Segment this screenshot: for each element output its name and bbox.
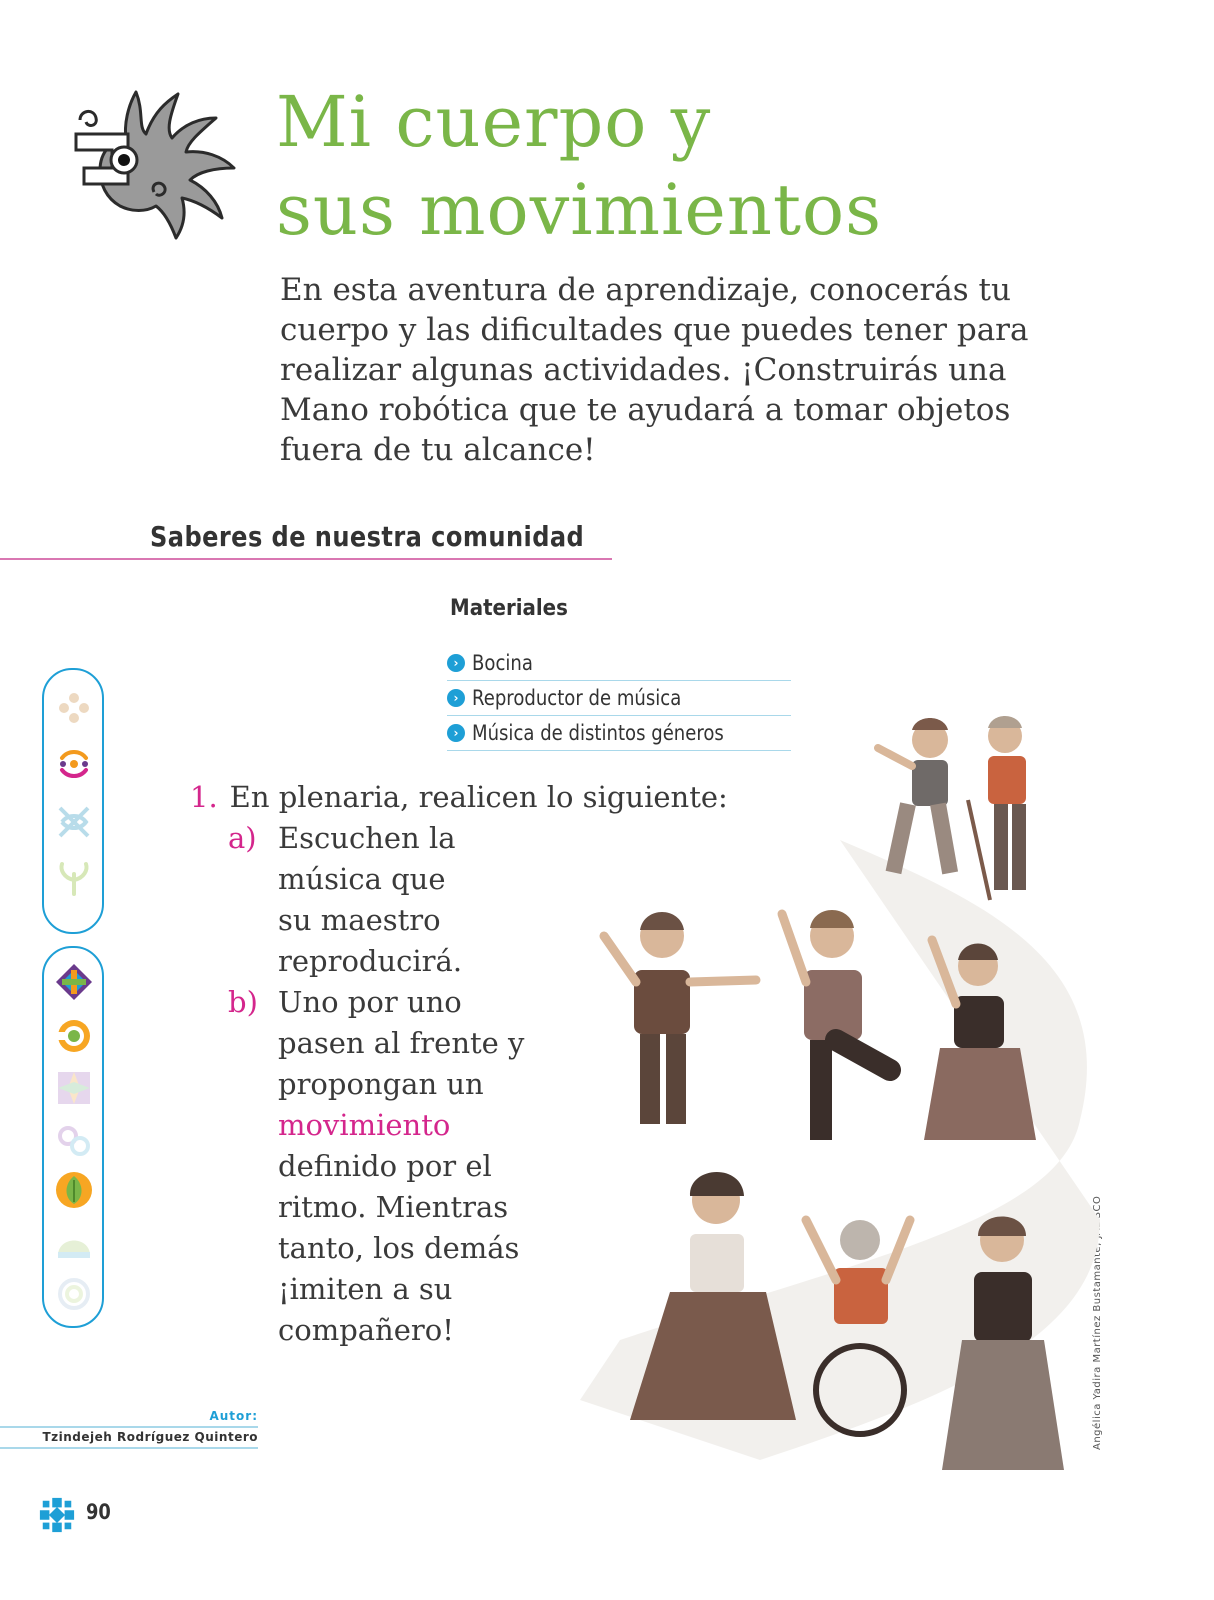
substep-letter: b) — [228, 985, 258, 1019]
glossary-term: movimiento — [278, 1108, 451, 1142]
intro-paragraph: En esta aventura de aprendizaje, conocerás tu cuerpo y las dificultades que puedes tener para realizar algunas actividades. ¡Construirás una Mano robótica que te ayudará a tomar objetos fuera de tu alcance! — [280, 272, 1029, 468]
page-number: 90 — [86, 1500, 111, 1524]
illustration-credit: Angélica Yadira Martínez Bustamante, JALISCO — [1092, 1195, 1103, 1450]
activity-instruction: En plenaria, realicen lo siguiente: — [229, 780, 728, 814]
materials-title: Materiales — [450, 596, 568, 621]
activity-substep-b — [228, 982, 558, 1351]
page-emblem-icon — [38, 1496, 76, 1534]
section-underline — [0, 558, 612, 560]
substep-text: Uno por uno pasen al frente y propongan un movimiento definido por el ritmo. Mientras tanto, los demás ¡imiten a su compañero! — [278, 985, 525, 1347]
material-item: › Bocina — [447, 646, 791, 681]
activity-number: 1. — [190, 780, 218, 814]
page-title — [276, 78, 882, 254]
chevron-right-icon: › — [447, 724, 465, 742]
sidebar-topics — [42, 668, 104, 934]
chain-icon — [54, 1120, 94, 1160]
man-glasses-figure — [782, 910, 890, 1140]
chevron-right-icon: › — [447, 654, 465, 672]
diamond-cross-icon — [54, 962, 94, 1002]
sidebar-projects — [42, 946, 104, 1328]
substep-text: Escuchen la música que su maestro reproducirá. — [278, 821, 463, 978]
substep-letter: a) — [228, 821, 257, 855]
section-title: Saberes de nuestra comunidad — [150, 520, 585, 553]
author-label: Autor: — [209, 1409, 258, 1423]
elder-pair-figure — [878, 716, 1026, 900]
author-rule — [0, 1447, 258, 1449]
spiral-icon — [54, 1016, 94, 1056]
knot-icon — [54, 802, 94, 842]
dancing-people-illustration — [560, 700, 1120, 1500]
author-name: Tzindejeh Rodríguez Quintero — [42, 1430, 258, 1444]
codex-glyph-icon — [66, 72, 246, 242]
ring-icon — [54, 1274, 94, 1314]
mound-icon — [54, 1224, 94, 1264]
material-item: › Reproductor de música — [447, 681, 791, 716]
flower-icon — [54, 688, 94, 728]
girl-headphones-figure — [604, 912, 756, 1124]
material-item: › Música de distintos géneros — [447, 716, 791, 751]
chevron-right-icon: › — [447, 689, 465, 707]
leaf-icon — [54, 1170, 94, 1210]
people-circle-icon — [54, 744, 94, 784]
title-line-2: sus movimientos — [276, 169, 883, 251]
sprout-icon — [54, 858, 94, 898]
activity-substep-a — [228, 818, 558, 982]
title-line-1: Mi cuerpo y — [276, 81, 712, 163]
star-tile-icon — [54, 1068, 94, 1108]
author-rule — [0, 1426, 258, 1428]
